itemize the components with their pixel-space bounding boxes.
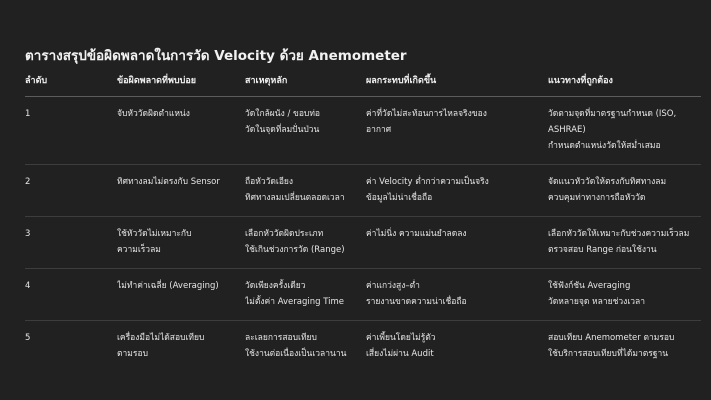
cell-main-cause <box>245 321 366 373</box>
cell-line: ไม่ทำค่าเฉลี่ย (Averaging) <box>117 281 219 291</box>
cell-common-error <box>117 269 245 321</box>
cell-line: ค่าที่วัดไม่สะท้อนการไหลจริงของ <box>366 109 487 119</box>
cell-line: กำหนดตำแหน่งวัดให้สม่ำเสมอ <box>548 141 661 151</box>
document-body <box>25 47 701 372</box>
cell-line: เครื่องมือไม่ได้สอบเทียบ <box>117 333 205 343</box>
cell-line: เลือกหัววัดผิดประเภท <box>245 229 324 239</box>
cell-common-error <box>117 321 245 373</box>
cell-line: ใช้งานต่อเนื่องเป็นเวลานาน <box>245 349 347 359</box>
cell-line: ทิศทางลมเปลี่ยนตลอดเวลา <box>245 193 345 203</box>
cell-correct-approach <box>548 217 701 269</box>
cell-line: ค่า Velocity ต่ำกว่าความเป็นจริง <box>366 177 489 187</box>
cell-number: 2 <box>25 165 117 217</box>
cell-line: ค่าแกว่งสูง–ต่ำ <box>366 281 420 291</box>
cell-common-error <box>117 97 245 165</box>
header-number: ลำดับ <box>25 73 117 97</box>
header-main-cause: สาเหตุหลัก <box>245 73 366 97</box>
cell-number: 5 <box>25 333 31 343</box>
page-title: ตารางสรุปข้อผิดพลาดในการวัด Velocity ด้วย Anemometer <box>25 48 407 64</box>
cell-number: 1 <box>25 97 117 165</box>
cell-correct-approach <box>548 97 701 165</box>
table-row <box>25 269 701 321</box>
cell-line: ถือหัววัดเอียง <box>245 177 294 187</box>
cell-correct-approach <box>548 269 701 321</box>
cell-line: ละเลยการสอบเทียบ <box>245 333 317 343</box>
cell-line: ความเร็วลม <box>117 245 161 255</box>
cell-line: ทิศทางลมไม่ตรงกับ Sensor <box>117 177 220 187</box>
cell-common-error <box>117 165 245 217</box>
cell-main-cause <box>245 217 366 269</box>
cell-impact <box>366 269 548 321</box>
cell-number: 3 <box>25 217 117 269</box>
cell-line: รายงานขาดความน่าเชื่อถือ <box>366 297 467 307</box>
cell-line: ใช้เกินช่วงการวัด (Range) <box>245 245 345 255</box>
cell-line: วัดหลายจุด หลายช่วงเวลา <box>548 297 645 307</box>
cell-line: วัดในจุดที่ลมปั่นป่วน <box>245 125 320 135</box>
cell-line: ควบคุมท่าทางการถือหัววัด <box>548 193 646 203</box>
cell-line: วัดใกล้ผนัง / ขอบท่อ <box>245 109 321 119</box>
cell-impact <box>366 321 548 373</box>
cell-number: 4 <box>25 269 117 321</box>
cell-impact <box>366 97 548 165</box>
cell-line: ใช้บริการสอบเทียบที่ได้มาตรฐาน <box>548 349 669 359</box>
cell-line: ใช้ฟังก์ชัน Averaging <box>548 281 631 291</box>
cell-main-cause <box>245 97 366 165</box>
error-summary-table <box>25 73 701 372</box>
table-row <box>25 217 701 269</box>
table-header-row <box>25 73 701 97</box>
cell-correct-approach <box>548 165 701 217</box>
cell-line: ASHRAE) <box>548 125 586 135</box>
cell-line: ไม่ตั้งค่า Averaging Time <box>245 297 345 307</box>
table-row <box>25 165 701 217</box>
table-row <box>25 321 701 373</box>
cell-impact <box>366 217 548 269</box>
cell-line: ค่าไม่นิ่ง ความแม่นยำลดลง <box>366 229 467 239</box>
cell-common-error <box>117 217 245 269</box>
cell-correct-approach <box>548 321 701 373</box>
cell-line: เสี่ยงไม่ผ่าน Audit <box>366 349 434 359</box>
cell-line: จับหัววัดผิดตำแหน่ง <box>117 109 190 119</box>
table-body <box>25 97 701 373</box>
cell-impact <box>366 165 548 217</box>
cell-line: ตามรอบ <box>117 349 148 359</box>
header-impact: ผลกระทบที่เกิดขึ้น <box>366 73 548 97</box>
header-correct-approach: แนวทางที่ถูกต้อง <box>548 73 701 97</box>
cell-line: วัดตามจุดที่มาตรฐานกำหนด (ISO, <box>548 109 677 119</box>
cell-line: อากาศ <box>366 125 392 135</box>
cell-line: วัดเพียงครั้งเดียว <box>245 281 306 291</box>
cell-line: ตรวจสอบ Range ก่อนใช้งาน <box>548 245 657 255</box>
cell-main-cause <box>245 269 366 321</box>
cell-line: จัดแนวหัววัดให้ตรงกับทิศทางลม <box>548 177 667 187</box>
cell-line: ใช้หัววัดไม่เหมาะกับ <box>117 229 192 239</box>
cell-line: ค่าเพี้ยนโดยไม่รู้ตัว <box>366 333 436 343</box>
table-row <box>25 97 701 165</box>
cell-line: ข้อมูลไม่น่าเชื่อถือ <box>366 193 433 203</box>
cell-line: สอบเทียบ Anemometer ตามรอบ <box>548 333 675 343</box>
cell-line: เลือกหัววัดให้เหมาะกับช่วงความเร็วลม <box>548 229 690 239</box>
cell-main-cause <box>245 165 366 217</box>
header-common-error: ข้อผิดพลาดที่พบบ่อย <box>117 73 245 97</box>
